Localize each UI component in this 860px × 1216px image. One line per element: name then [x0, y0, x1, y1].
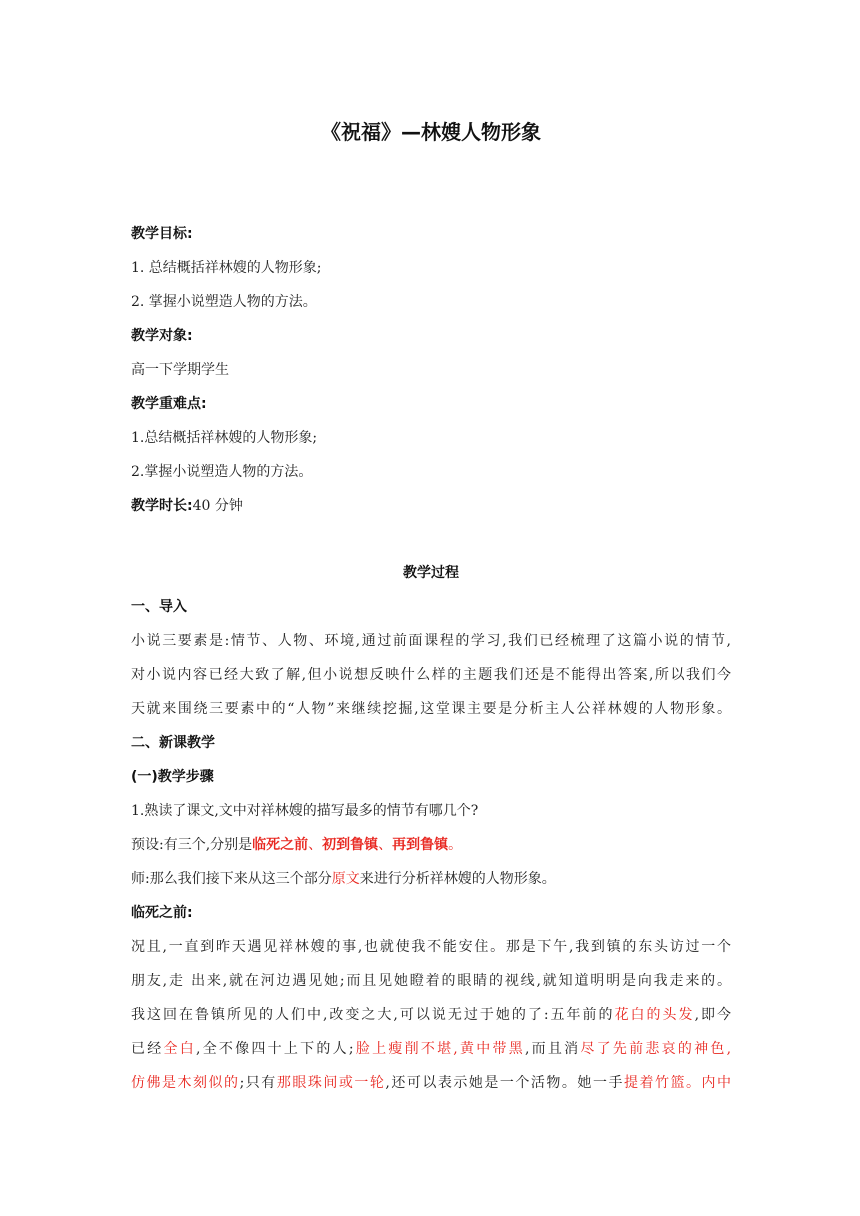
intro-paragraph-line: 天就来围绕三要素中的“人物”来继续挖掘,这堂课主要是分析主人公祥林嫂的人物形象。 — [131, 701, 731, 717]
teacher-highlight: 原文 — [331, 871, 360, 887]
difficulty-item-1: 1.总结概括祥林嫂的人物形象; — [131, 430, 318, 446]
teacher-line — [131, 869, 731, 889]
excerpt-highlight: 尽了先前悲哀的神色, — [580, 1041, 732, 1057]
objective-item-1: 1. 总结概括祥林嫂的人物形象; — [131, 260, 322, 276]
difficulty-item-2: 2.掌握小说塑造人物的方法。 — [131, 464, 313, 480]
excerpt-line — [131, 1005, 731, 1025]
preset-part-3: 再到鲁镇 — [392, 837, 449, 853]
preset-answer — [131, 835, 731, 855]
objective-item-2: 2. 掌握小说塑造人物的方法。 — [131, 294, 317, 310]
duration-value: 40 分钟 — [192, 498, 243, 514]
preset-separator: 、 — [308, 837, 323, 853]
excerpt-text: ,即今 — [694, 1007, 732, 1023]
preset-part-1: 临死之前 — [252, 837, 309, 853]
subsection-steps-heading: (一)教学步骤 — [131, 769, 214, 785]
excerpt-highlight: 提着竹篮 — [623, 1075, 687, 1091]
excerpt-highlight: 花白的头发 — [614, 1007, 695, 1023]
excerpt-line: 况且,一直到昨天遇见祥林嫂的事,也就使我不能安住。那是下午,我到镇的东头访过一个 — [131, 939, 731, 955]
objectives-heading: 教学目标: — [131, 226, 193, 242]
intro-paragraph-line: 对小说内容已经大致了解,但小说想反映什么样的主题我们还是不能得出答案,所以我们今 — [131, 667, 731, 683]
excerpt-text: 已经 — [131, 1041, 164, 1057]
excerpt-line — [131, 1039, 731, 1059]
preset-prefix: 预设:有三个,分别是 — [131, 837, 253, 853]
audience-heading: 教学对象: — [131, 328, 193, 344]
excerpt-highlight: 全白 — [163, 1041, 196, 1057]
teacher-suffix: 来进行分析祥林嫂的人物形象。 — [359, 871, 556, 887]
excerpt-highlight: 内中 — [701, 1075, 732, 1091]
excerpt-highlight: 那眼珠间或一轮 — [276, 1075, 386, 1091]
excerpt-line: 朋友,走 出来,就在河边遇见她;而且见她瞪着的眼睛的视线,就知道明明是向我走来的。 — [131, 973, 731, 989]
excerpt-highlight: 。 — [686, 1075, 702, 1091]
excerpt-highlight: 脸上瘦削不堪,黄中带黑 — [353, 1041, 525, 1057]
before-death-heading: 临死之前: — [131, 905, 193, 921]
audience-text: 高一下学期学生 — [131, 362, 229, 378]
duration-label: 教学时长: — [131, 498, 193, 514]
excerpt-text: 我这回在鲁镇所见的人们中,改变之大,可以说无过于她的了:五年前的 — [131, 1007, 615, 1023]
excerpt-text: ,全不像四十上下的人; — [196, 1041, 354, 1057]
excerpt-text: ,还可以表示她是一个活物。她一手 — [385, 1075, 624, 1091]
document-title: 《祝福》—林嫂人物形象 — [321, 120, 541, 144]
difficulty-heading: 教学重难点: — [131, 396, 207, 412]
excerpt-line — [131, 1073, 731, 1093]
section-intro-heading: 一、导入 — [131, 599, 187, 615]
section-new-lesson-heading: 二、新课教学 — [131, 735, 215, 751]
intro-paragraph-line: 小说三要素是:情节、人物、环境,通过前面课程的学习,我们已经梳理了这篇小说的情节, — [131, 633, 731, 649]
teacher-prefix: 师:那么我们接下来从这三个部分 — [131, 871, 332, 887]
question-1: 1.熟读了课文,文中对祥林嫂的描写最多的情节有哪几个? — [131, 803, 479, 819]
preset-end: 。 — [448, 837, 463, 853]
excerpt-text: ;只有 — [239, 1075, 277, 1091]
process-heading: 教学过程 — [403, 565, 459, 581]
excerpt-highlight: 仿佛是木刻似的 — [131, 1075, 240, 1091]
duration-line — [131, 496, 731, 516]
preset-part-2: 初到鲁镇 — [322, 837, 379, 853]
preset-separator: 、 — [378, 837, 393, 853]
excerpt-text: ,而且消 — [524, 1041, 581, 1057]
